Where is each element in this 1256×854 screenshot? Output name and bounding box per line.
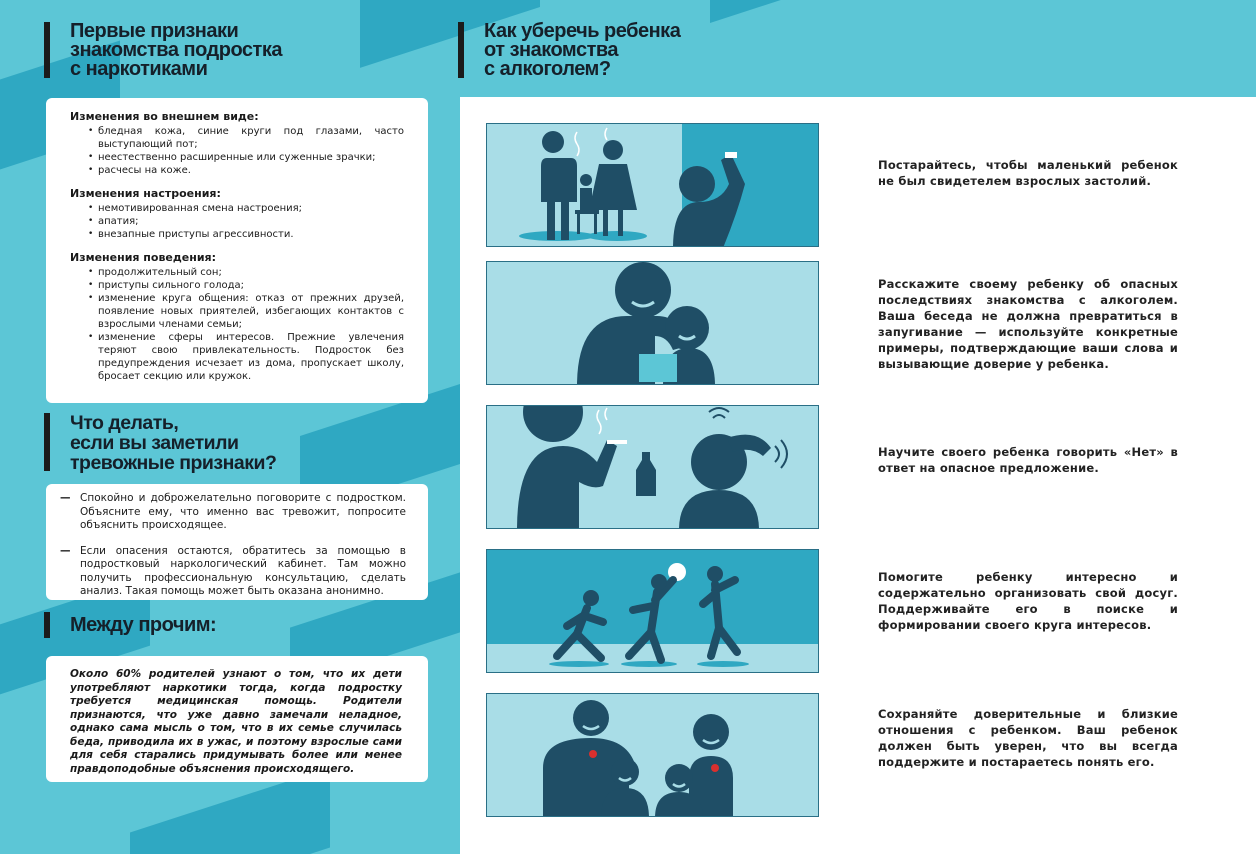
family-illustration <box>487 694 819 817</box>
list-item: • немотивированная смена настроения; <box>70 202 404 215</box>
bullet-list <box>70 202 404 241</box>
illustration-panel-4 <box>486 549 819 673</box>
section-title: Изменения поведения: <box>70 251 217 264</box>
heading-protect-child <box>458 22 680 79</box>
tip-text-3: Научите своего ребенка говорить «Нет» в ответ на опасное предложение. <box>878 445 1178 475</box>
signs-section-appearance <box>70 110 404 177</box>
list-item: • продолжительный сон; <box>70 266 404 279</box>
list-item: • изменение сферы интересов. Прежние увлечения теряют свою привлекательность. Подросток без предупреждения исчезает из дома, пропускает школу, бросает секцию или кружок. <box>70 331 404 383</box>
tip-text-5: Сохраняйте доверительные и близкие отношения с ребенком. Ваш ребенок должен быть уверен, что вы всегда поддержите и постараетесь понять его. <box>878 707 1178 769</box>
illustration-panel-3 <box>486 405 819 529</box>
section-title: Изменения настроения: <box>70 187 221 200</box>
refusing-offer-illustration <box>487 406 819 529</box>
illustration-panel-5 <box>486 693 819 817</box>
tip-text-4: Помогите ребенку интересно и содержательно организовать свой досуг. Поддерживайте его в поиске и формировании своего круга интересов. <box>878 570 1178 632</box>
list-item: • неестественно расширенные или суженные зрачки; <box>70 151 404 164</box>
bullet-list <box>70 125 404 177</box>
heading-bar <box>44 22 50 78</box>
adults-smoking-illustration <box>487 124 819 247</box>
heading-first-signs <box>44 22 282 79</box>
decor-shape <box>360 0 460 68</box>
heading-what-to-do <box>44 413 276 473</box>
action-item: — Спокойно и доброжелательно поговорите с подростком. Объясните ему, что именно вас тревожит, попросите объяснить происходящее. <box>60 492 406 533</box>
heading-bar <box>44 612 50 638</box>
heading-bar <box>44 413 50 471</box>
tip-text-1: Постарайтесь, чтобы маленький ребенок не был свидетелем взрослых застолий. <box>878 158 1178 188</box>
bullet-list <box>70 266 404 383</box>
heading-by-the-way <box>44 612 216 638</box>
note-text: Около 60% родителей узнают о том, что их дети употребляют наркотики тогда, когда подростку требуется медицинская помощь. Родители признаются, что уже давно замечали неладное, однако сама мысль о том, что в их семье случилась беда, приводила их в ужас, и поэтому взрослые сами для себя старались придумывать более или менее правдоподобные объяснения происходящего. <box>70 668 402 775</box>
list-item: • изменение круга общения: отказ от прежних друзей, появление новых приятелей, избегающих контактов с взрослыми членами семьи; <box>70 292 404 331</box>
illustration-panel-1 <box>486 123 819 247</box>
list-item: • приступы сильного голода; <box>70 279 404 292</box>
section-title: Изменения во внешнем виде: <box>70 110 259 123</box>
note-card <box>46 656 428 782</box>
decor-shape <box>710 0 790 23</box>
signs-section-behavior <box>70 251 404 383</box>
heading-text: Первые признаки знакомства подростка с наркотиками <box>70 20 282 80</box>
action-item: — Если опасения остаются, обратитесь за помощью в подростковый наркологический кабинет. Там можно получить профессиональную консультацию, сделать анализ. Такая помощь может быть оказана анонимно. <box>60 545 406 599</box>
list-item: • апатия; <box>70 215 404 228</box>
parent-talking-illustration <box>487 262 819 385</box>
children-playing-illustration <box>487 550 819 673</box>
signs-card <box>46 98 428 403</box>
heading-text: Между прочим: <box>70 614 217 636</box>
actions-card <box>46 484 428 600</box>
heading-bar <box>458 22 464 78</box>
heading-text: Что делать, если вы заметили тревожные признаки? <box>70 412 277 474</box>
list-item: • расчесы на коже. <box>70 164 404 177</box>
tip-text-2: Расскажите своему ребенку об опасных последствиях знакомства с алкоголем. Ваша беседа не должна превратиться в запугивание — используйте конкретные примеры, подтверждающие ваши слова и вызывающие доверие у ребенка. <box>878 277 1178 371</box>
list-item: • бледная кожа, синие круги под глазами, часто выступающий пот; <box>70 125 404 151</box>
signs-section-mood <box>70 187 404 241</box>
illustration-panel-2 <box>486 261 819 385</box>
heading-text: Как уберечь ребенка от знакомства с алкоголем? <box>484 20 681 80</box>
list-item: • внезапные приступы агрессивности. <box>70 228 404 241</box>
